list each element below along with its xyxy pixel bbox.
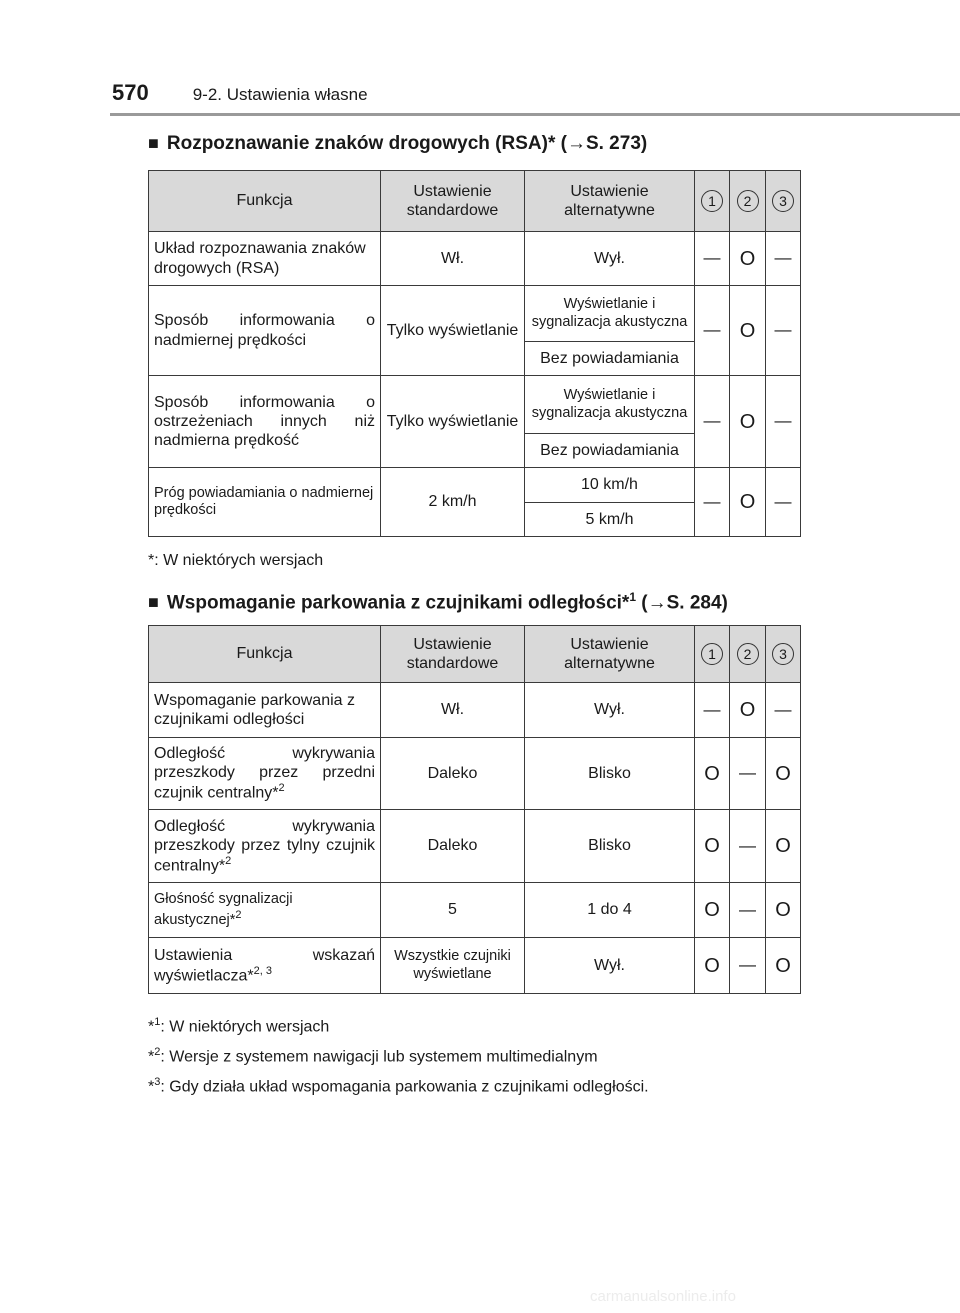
circled-number-icon: 3 [772, 643, 794, 665]
page-reference-link[interactable]: S. 284) [666, 592, 728, 614]
table-row: Odległość wykrywania przeszkody przez tylny czujnik centralny*$^2$ Daleko Blisko O — O [149, 810, 801, 883]
header-function: Funkcja [149, 171, 381, 232]
table-row: Wspomaganie parkowania z czujnikami odległości Wł. Wył. — O — [149, 683, 801, 738]
circled-number-icon: 1 [701, 643, 723, 665]
footnote: *$^3$: Gdy działa układ wspomagania parkowania z czujnikami odległości. [148, 1076, 649, 1096]
watermark: carmanualsonline.info [590, 1288, 736, 1305]
footnote: *$^2$: Wersje z systemem nawigacji lub systemem multimedialnym [148, 1046, 598, 1066]
header-alternative: Ustawienie alternatywne [525, 626, 695, 683]
footnote: *: W niektórych wersjach [148, 552, 324, 569]
header-function: Funkcja [149, 626, 381, 683]
arrow-right-icon: → [647, 592, 667, 614]
circled-number-icon: 1 [701, 190, 723, 212]
arrow-right-icon: → [566, 133, 586, 154]
table-row: Odległość wykrywania przeszkody przez przedni czujnik centralny*$^2$ Daleko Blisko O — O [149, 738, 801, 810]
table-row: Sposób informowania o nadmiernej prędkości Tylko wyświetlanie Wyświetlanie i sygnalizacja akustyczna — O — [149, 286, 801, 342]
table-row: Bez powiadamiania [149, 342, 801, 376]
table-row: Układ rozpoznawania znaków drogowych (RSA) Wł. Wył. — O — [149, 232, 801, 286]
table-header-row [149, 626, 801, 683]
page-reference-link[interactable]: S. 273) [585, 133, 648, 154]
table-row: Sposób informowania o ostrzeżeniach innych niż nadmierna prędkość Tylko wyświetlanie Wyświetlanie i sygnalizacja akustyczna — O — [149, 376, 801, 434]
header-alternative: Ustawienie alternatywne [525, 171, 695, 232]
header-default: Ustawienie standardowe [381, 171, 525, 232]
table-row: Próg powiadamiania o nadmiernej prędkości 2 km/h 10 km/h — O — [149, 468, 801, 503]
header-divider [110, 113, 960, 116]
table-row: Bez powiadamiania [149, 434, 801, 468]
circled-number-icon: 2 [737, 190, 759, 212]
page-number: 570 [112, 80, 149, 105]
parking-assist-settings-table [148, 625, 801, 994]
table-header-row [149, 171, 801, 232]
page-header [112, 80, 368, 106]
circled-number-icon: 3 [772, 190, 794, 212]
bullet-square-icon: ■ [148, 592, 159, 613]
header-default: Ustawienie standardowe [381, 626, 525, 683]
circled-number-icon: 2 [737, 643, 759, 665]
table-row: Ustawienia wskazań wyświetlacza*$^{2, 3}$ Wszystkie czujniki wyświetlane Wył. O — O [149, 938, 801, 994]
footnote: *$^1$: W niektórych wersjach [148, 1016, 330, 1036]
section-title: 9-2. Ustawienia własne [192, 85, 368, 104]
bullet-square-icon: ■ [148, 133, 159, 153]
table-row: Głośność sygnalizacji akustycznej*$^2$ 5 1 do 4 O — O [149, 883, 801, 938]
section1-heading: ■ Rozpoznawanie znaków drogowych (RSA)* (→S. 273) [148, 133, 648, 154]
rsa-settings-table [148, 170, 801, 537]
table-row: 5 km/h [149, 503, 801, 537]
section2-heading: ■ Wspomaganie parkowania z czujnikami odległości*$^1$ (→S. 284) [148, 590, 728, 614]
